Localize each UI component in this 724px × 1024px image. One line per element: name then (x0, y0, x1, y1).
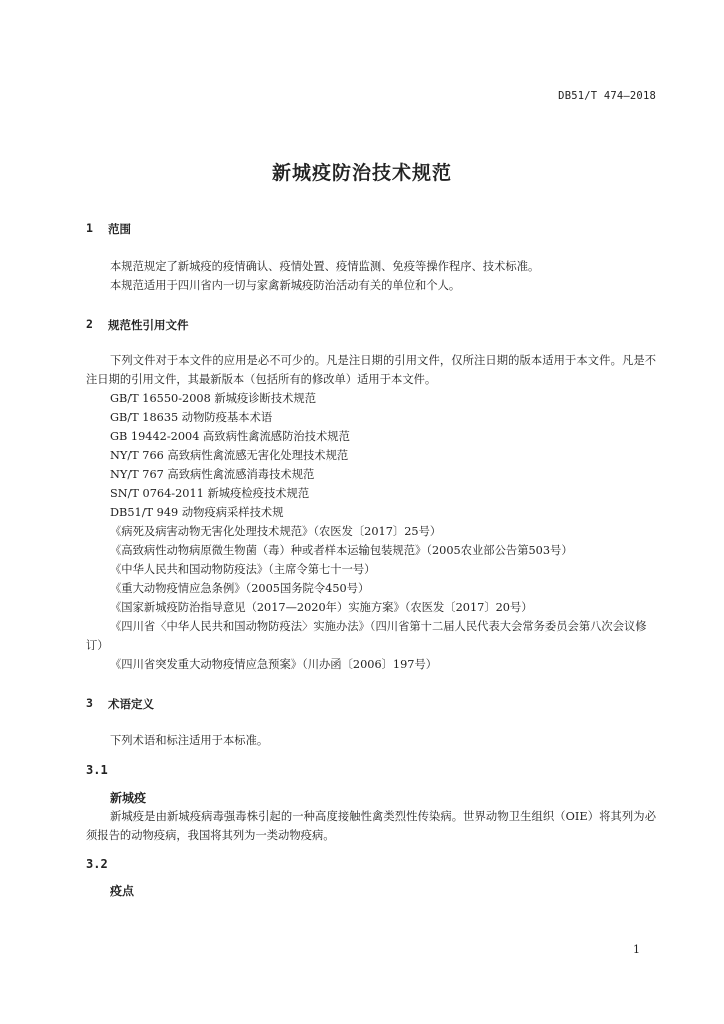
section-3-number: 3 (86, 696, 93, 710)
document-title: 新城疫防治技术规范 (271, 162, 452, 184)
section-1-number: 1 (86, 221, 93, 235)
section-2-number: 2 (86, 317, 93, 331)
reference-item: 《四川省〈中华人民共和国动物防疫法〉实施办法》（四川省第十二届人民代表大会常务委员会第八次会议修订） (86, 620, 647, 652)
reference-item: DB51/T 949 动物疫病采样技术规 (110, 506, 284, 519)
term-heading: 新城疫 (110, 791, 147, 805)
reference-item: 《中华人民共和国动物防疫法》（主席令第七十一号） (110, 563, 376, 576)
reference-item: SN/T 0764-2011 新城疫检疫技术规范 (110, 487, 310, 500)
reference-item: 《高致病性动物病原微生物菌（毒）种或者样本运输包装规范》（2005农业部公告第503号） (110, 544, 573, 557)
subsection-3-1-number: 3.1 (86, 763, 108, 777)
section-3-title: 术语定义 (108, 697, 154, 711)
reference-item: 《国家新城疫防治指导意见（2017—2020年）实施方案》（农医发〔2017〕20号） (110, 601, 533, 614)
section-2-title: 规范性引用文件 (108, 318, 189, 332)
document-code: DB51/T 474—2018 (558, 90, 656, 102)
reference-item: 《四川省突发重大动物疫情应急预案》（川办函〔2006〕197号） (110, 658, 438, 671)
term-heading: 疫点 (110, 884, 135, 898)
section-1-paragraph: 本规范适用于四川省内一切与家禽新城疫防治活动有关的单位和个人。 (110, 279, 461, 292)
reference-item: GB/T 18635 动物防疫基本术语 (110, 411, 273, 424)
reference-item: GB 19442-2004 高致病性禽流感防治技术规范 (110, 430, 350, 443)
reference-item: NY/T 767 高致病性禽流感消毒技术规范 (110, 468, 315, 481)
subsection-3-2-number: 3.2 (86, 857, 108, 871)
page-number: 1 (633, 943, 640, 956)
reference-item: 《重大动物疫情应急条例》（2005国务院令450号） (110, 582, 370, 595)
reference-list (110, 389, 660, 617)
reference-item: GB/T 16550-2008 新城疫诊断技术规范 (110, 392, 317, 405)
term-definition: 新城疫是由新城疫病毒强毒株引起的一种高度接触性禽类烈性传染病。世界动物卫生组织（OIE）将其列为必须报告的动物疫病，我国将其列为一类动物疫病。 (86, 810, 656, 842)
reference-item: NY/T 766 高致病性禽流感无害化处理技术规范 (110, 449, 349, 462)
section-3-intro: 下列术语和标注适用于本标准。 (110, 734, 269, 747)
reference-item: 《病死及病害动物无害化处理技术规范》（农医发〔2017〕25号） (110, 525, 442, 538)
section-2-intro: 下列文件对于本文件的应用是必不可少的。凡是注日期的引用文件，仅所注日期的版本适用于本文件。凡是不注日期的引用文件，其最新版本（包括所有的修改单）适用于本文件。 (86, 354, 656, 386)
section-1-paragraph: 本规范规定了新城疫的疫情确认、疫情处置、疫情监测、免疫等操作程序、技术标准。 (110, 260, 540, 273)
section-1-title: 范围 (108, 222, 131, 236)
